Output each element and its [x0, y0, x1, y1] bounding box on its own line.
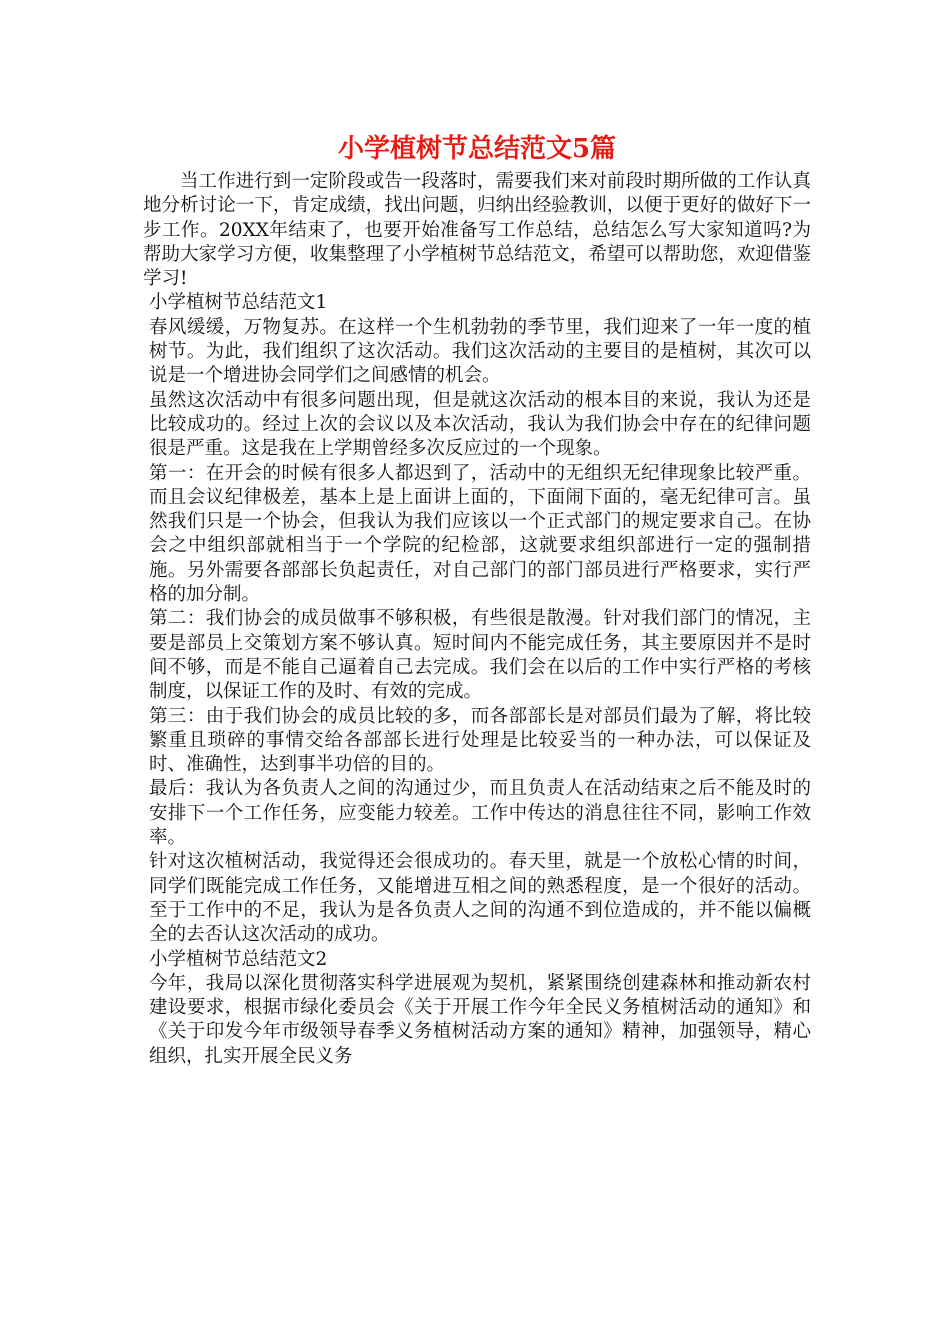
section-heading-1: 小学植树节总结范文1 [149, 292, 328, 314]
section-heading-2: 小学植树节总结范文2 [149, 948, 328, 970]
section1-paragraph-7: 针对这次植树活动，我觉得还会很成功的。春天里，就是一个放松心情的时间，同学们既能完成工作任务，又能增进互相之间的熟悉程度，是一个很好的活动。至于工作中的不足，我认为是各负责人之间的沟通不到位造成的，并不能以偏概全的去否认这次活动的成功。 [149, 851, 811, 946]
document-body [143, 130, 811, 1069]
section1-paragraph-6: 最后：我认为各负责人之间的沟通过少，而且负责人在活动结束之后不能及时的安排下一个工作任务，应变能力较差。工作中传达的消息往往不同，影响工作效率。 [149, 778, 811, 849]
section1-paragraph-3: 第一：在开会的时候有很多人都迟到了，活动中的无组织无纪律现象比较严重。而且会议纪律极差，基本上是上面讲上面的，下面闹下面的，毫无纪律可言。虽然我们只是一个协会，但我认为我们应该以一个正式部门的规定要求自己。在协会之中组织部就相当于一个学院的纪检部，这就要求组织部进行一定的强制措施。另外需要各部部长负起责任，对自己部门的部门部员进行严格要求，实行严格的加分制。 [149, 462, 811, 606]
section1-paragraph-1: 春风缓缓，万物复苏。在这样一个生机勃勃的季节里，我们迎来了一年一度的植树节。为此，我们组织了这次活动。我们这次活动的主要目的是植树，其次可以说是一个增进协会同学们之间感情的机会。 [149, 316, 811, 387]
intro-paragraph: 当工作进行到一定阶段或告一段落时，需要我们来对前段时期所做的工作认真地分析讨论一下，肯定成绩，找出问题，归纳出经验教训，以便于更好的做好下一步工作。20XX年结束了，也要开始准备写工作总结，总结怎么写大家知道吗?为帮助大家学习方便，收集整理了小学植树节总结范文，希望可以帮助您，欢迎借鉴学习! [143, 171, 811, 290]
section1-paragraph-4: 第二：我们协会的成员做事不够积极，有些很是散漫。针对我们部门的情况，主要是部员上交策划方案不够认真。短时间内不能完成任务，其主要原因并不是时间不够，而是不能自己逼着自己去完成。我们会在以后的工作中实行严格的考核制度，以保证工作的及时、有效的完成。 [149, 608, 811, 703]
document-title: 小学植树节总结范文5篇 [337, 134, 617, 164]
section2-paragraph-1: 今年，我局以深化贯彻落实科学进展观为契机，紧紧围绕创建森林和推动新农村建设要求，根据市绿化委员会《关于开展工作今年全民义务植树活动的通知》和《关于印发今年市级领导春季义务植树活动方案的通知》精神，加强领导，精心组织，扎实开展全民义务 [149, 972, 811, 1067]
section1-paragraph-5: 第三：由于我们协会的成员比较的多，而各部部长是对部员们最为了解，将比较繁重且琐碎的事情交给各部部长进行处理是比较妥当的一种办法，可以保证及时、准确性，达到事半功倍的目的。 [149, 705, 811, 776]
section1-paragraph-2: 虽然这次活动中有很多问题出现，但是就这次活动的根本目的来说，我认为还是比较成功的。经过上次的会议以及本次活动，我认为我们协会中存在的纪律问题很是严重。这是我在上学期曾经多次反应过的一个现象。 [149, 389, 811, 460]
